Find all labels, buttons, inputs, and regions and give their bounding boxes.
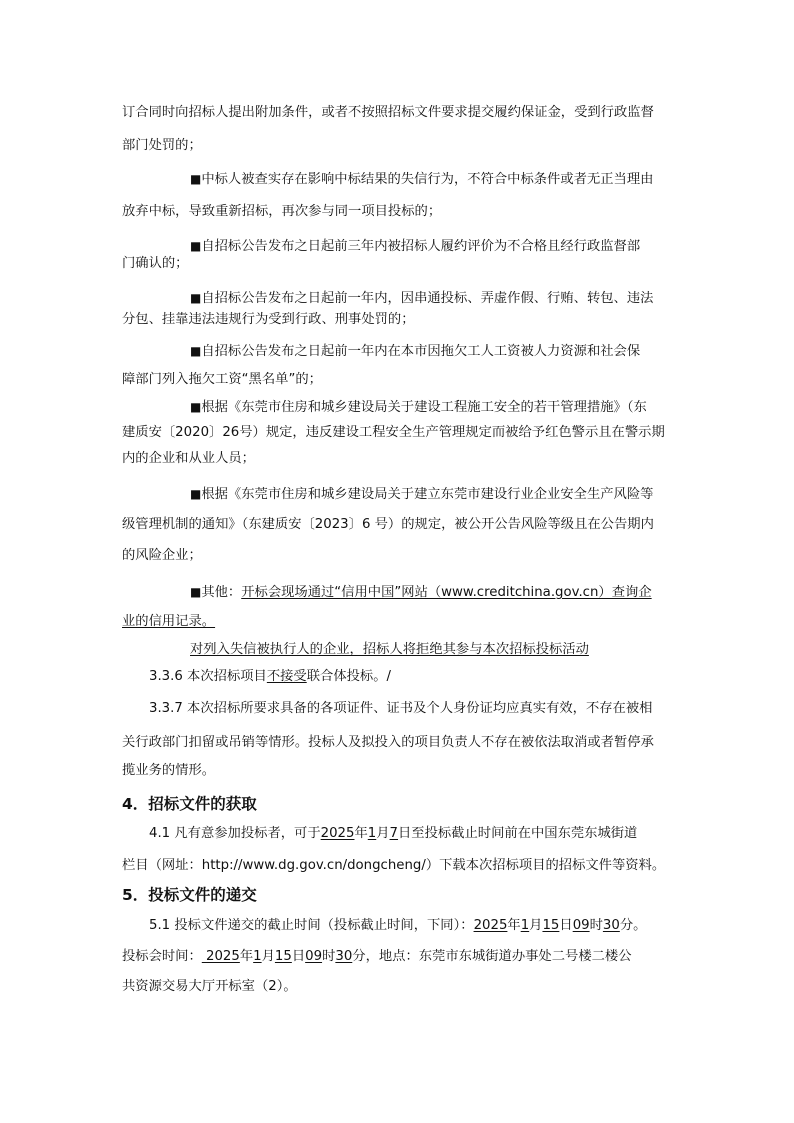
bullet-item: ■自招标公告发布之日起前一年内在本市因拖欠工人工资被人力资源和社会保	[190, 344, 641, 359]
para-line: 栏目（网址：http://www.dg.gov.cn/dongcheng/）下载本次招标项目的招标文件等资料。	[122, 858, 666, 873]
para-line: 级管理机制的通知》（东建质安〔2023〕6 号）的规定，被公开公告风险等级且在公告期内	[122, 517, 654, 532]
para-line: 的风险企业；	[122, 548, 202, 563]
square-bullet-icon: ■	[190, 487, 202, 501]
para-line: 内的企业和从业人员；	[122, 451, 255, 466]
para-line: 分包、挂靠违法违规行为受到行政、刑事处罚的；	[122, 312, 415, 327]
section-heading: 4．招标文件的获取	[122, 795, 257, 813]
para-line: 放弃中标，导致重新招标，再次参与同一项目投标的；	[122, 204, 442, 219]
bullet-item: ■自招标公告发布之日起前三年内被招标人履约评价为不合格且经行政监督部	[190, 239, 641, 254]
para-line: 揽业务的情形。	[122, 763, 216, 778]
para-line: 投标会时间： 2025年1月15日09时30分，地点：东莞市东城街道办事处二号楼二楼公	[122, 949, 632, 964]
para-line: 建质安〔2020〕26号）规定，违反建设工程安全生产管理规定而被给予红色警示且在警示期	[122, 425, 665, 440]
bullet-item: ■根据《东莞市住房和城乡建设局关于建设工程施工安全的若干管理措施》（东	[190, 400, 647, 415]
square-bullet-icon: ■	[190, 585, 202, 599]
clause-4-1: 4.1 凡有意参加投标者，可于2025年1月7日至投标截止时间前在中国东莞东城街道	[149, 826, 638, 841]
bullet-item: ■中标人被查实存在影响中标结果的失信行为，不符合中标条件或者无正当理由	[190, 172, 654, 187]
clause-5-1: 5.1 投标文件递交的截止时间（投标截止时间，下同）：2025年1月15日09时30分。	[149, 918, 647, 933]
para-line: 订合同时向招标人提出附加条件，或者不按照招标文件要求提交履约保证金，受到行政监督	[122, 105, 654, 120]
bullet-item: ■自招标公告发布之日起前一年内，因串通投标、弄虚作假、行贿、转包、违法	[190, 291, 654, 306]
square-bullet-icon: ■	[190, 239, 202, 253]
para-line: 共资源交易大厅开标室（2）。	[122, 979, 297, 994]
square-bullet-icon: ■	[190, 400, 202, 414]
square-bullet-icon: ■	[190, 291, 202, 305]
para-line: 关行政部门扣留或吊销等情形。投标人及拟投入的项目负责人不存在被依法取消或者暂停承	[122, 735, 654, 750]
para-line: 门确认的；	[122, 256, 189, 271]
square-bullet-icon: ■	[190, 344, 202, 358]
para-line: 对列入失信被执行人的企业，招标人将拒绝其参与本次招标投标活动	[190, 642, 589, 657]
clause-3-3-7: 3.3.7 本次招标所要求具备的各项证件、证书及个人身份证均应真实有效，不存在被相	[149, 701, 653, 716]
square-bullet-icon: ■	[190, 172, 202, 186]
bullet-item: ■根据《东莞市住房和城乡建设局关于建立东莞市建设行业企业安全生产风险等	[190, 487, 654, 502]
section-heading: 5．投标文件的递交	[122, 886, 257, 904]
para-line: 业的信用记录。	[122, 614, 216, 629]
clause-3-3-6: 3.3.6 本次招标项目不接受联合体投标。/	[149, 669, 391, 684]
bullet-item: ■其他：开标会现场通过“信用中国”网站（www.creditchina.gov.cn）查询企	[190, 585, 652, 600]
para-line: 障部门列入拖欠工资“黑名单”的；	[122, 372, 322, 387]
para-line: 部门处罚的；	[122, 138, 202, 153]
